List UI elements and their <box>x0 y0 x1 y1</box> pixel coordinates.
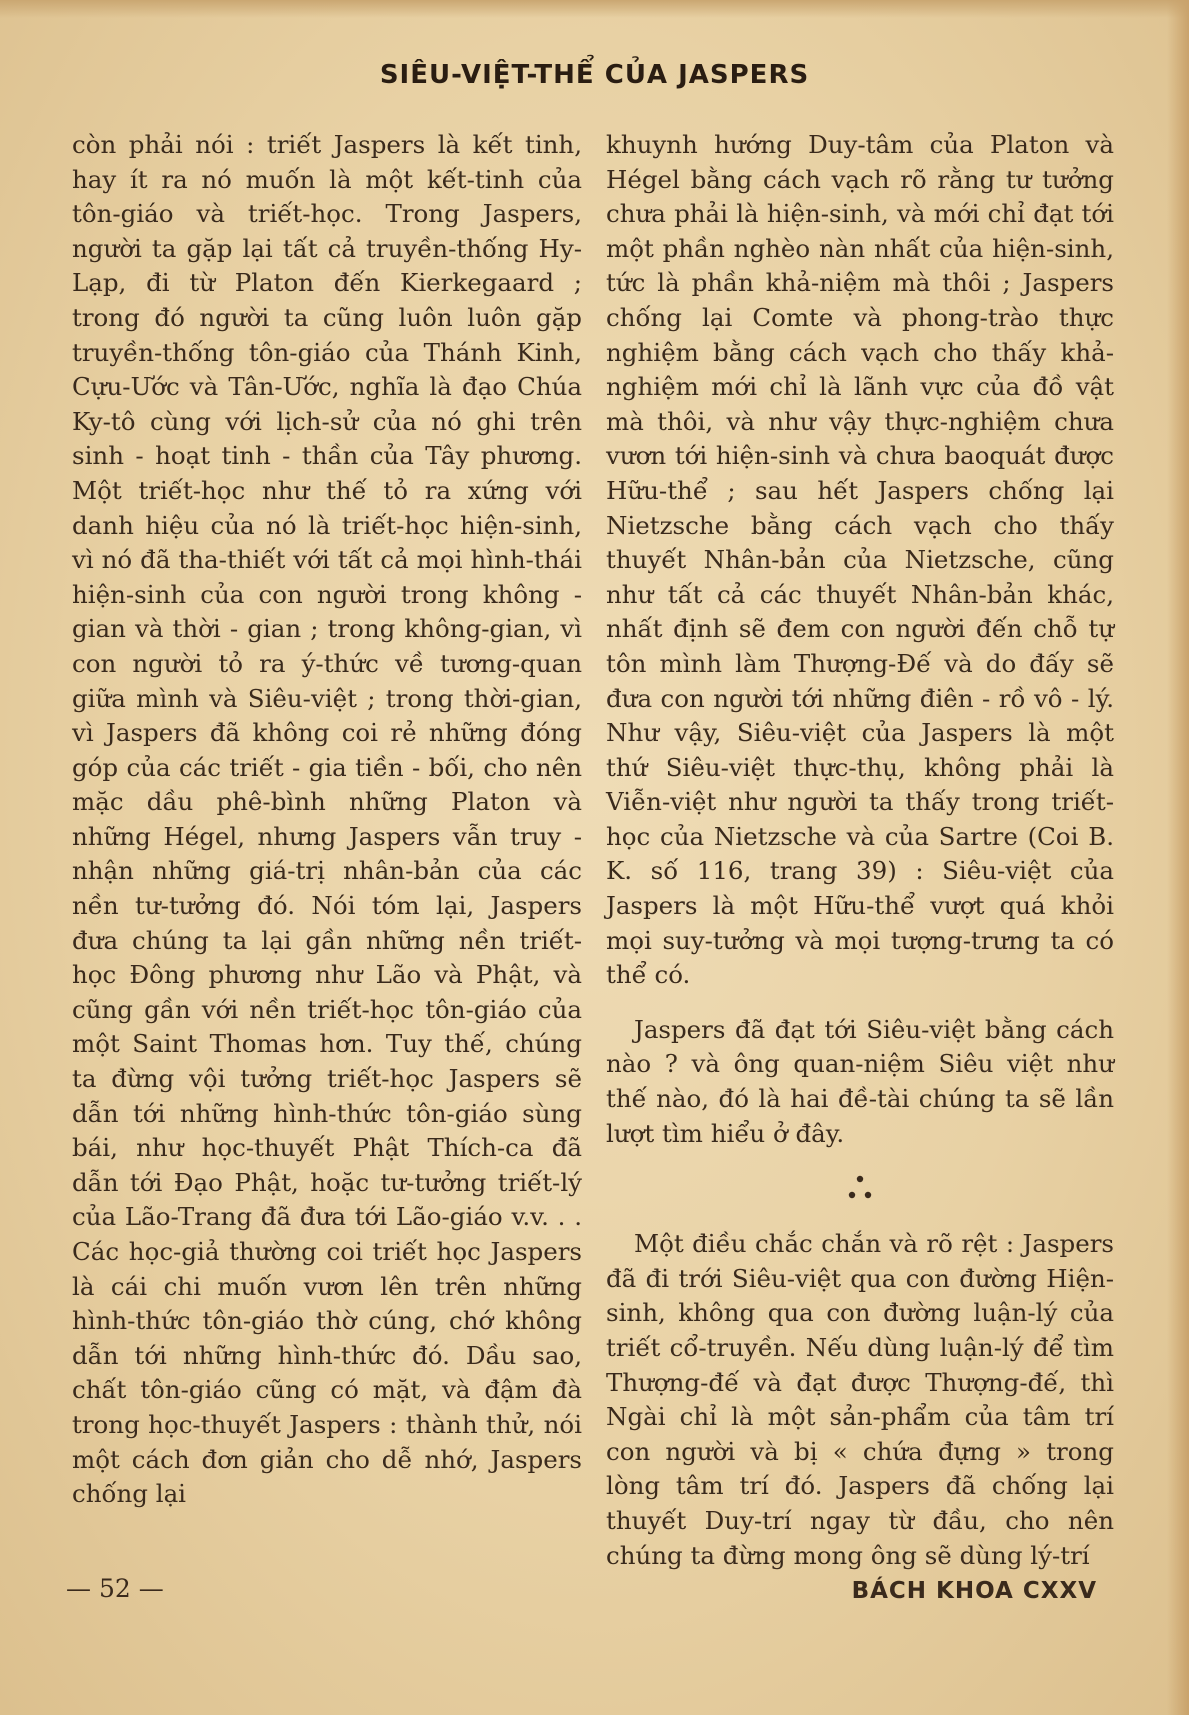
left-column-text: còn phải nói : triết Jaspers là kết tinh, hay ít ra nó muốn là một kết-tinh của tôn-giáo và triết-học. Trong Jaspers, người ta gặp lại tất cả truyền-thống Hy-Lạp, đi từ Platon đến Kierkegaard ; trong đó người ta cũng luôn luôn gặp truyền-thống tôn-giáo của Thánh Kinh, Cựu-Ước và Tân-Ước, nghĩa là đạo Chúa Ky-tô cùng với lịch-sử của nó ghi trên sinh - hoạt tinh - thần của Tây phương. Một triết-học như thế tỏ ra xứng với danh hiệu của nó là triết-học hiện-sinh, vì nó đã tha-thiết với tất cả mọi hình-thái hiện-sinh của con người trong không - gian và thời - gian ; trong không-gian, vì con người tỏ ra ý-thức về tương-quan giữa mình và Siêu-việt ; trong thời-gian, vì Jaspers đã không coi rẻ những đóng góp của các triết - gia tiền - bối, cho nên mặc dầu phê-bình những Platon và những Hégel, nhưng Jaspers vẫn truy - nhận những giá-trị nhân-bản của các nền tư-tưởng đó. Nói tóm lại, Jaspers đưa chúng ta lại gần những nền triết-học Đông phương như Lão và Phật, và cũng gần với nền triết-học tôn-giáo của một Saint Thomas hơn. Tuy thế, chúng ta đừng vội tưởng triết-học Jaspers sẽ dẫn tới những hình-thức tôn-giáo sùng bái, như học-thuyết Phật Thích-ca đã dẫn tới Đạo Phật, hoặc tư-tưởng triết-lý của Lão-Trang đã đưa tới Lão-giáo v.v. . . Các học-giả thường coi triết học Jaspers là cái chi muốn vươn lên trên những hình-thức tôn-giáo thờ cúng, chớ không dẫn tới những hình-thức đó. Dầu sao, chất tôn-giáo cũng có mặt, và đậm đà trong học-thuyết Jaspers : thành thử, nói một cách đơn giản cho dễ nhớ, Jaspers chống lại <box>72 130 582 1509</box>
running-title: SIÊU-VIỆT-THỂ CỦA JASPERS <box>379 60 810 90</box>
left-column <box>72 128 582 1512</box>
right-paragraph-2: Jaspers đã đạt tới Siêu-việt bằng cách nào ? và ông quan-niệm Siêu việt như thế nào, đó là hai đề-tài chúng ta sẽ lần lượt tìm hiểu ở đây. <box>606 1014 1114 1148</box>
journal-name: BÁCH KHOA CXXV <box>851 1578 1097 1604</box>
right-paragraph-1: khuynh hướng Duy-tâm của Platon và Hégel bằng cách vạch rõ rằng tư tưởng chưa phải là hiện-sinh, và mới chỉ đạt tới một phần nghèo nàn nhất của hiện-sinh, tức là phần khả-niệm mà thôi ; Jaspers chống lại Comte và phong-trào thực nghiệm bằng cách vạch cho thấy khả-nghiệm mới chỉ là lãnh vực của đồ vật mà thôi, và như vậy thực-nghiệm chưa vươn tới hiện-sinh và chưa baoquát được Hữu-thể ; sau hết Jaspers chống lại Nietzsche bằng cách vạch cho thấy thuyết Nhân-bản của Nietzsche, cũng như tất cả các thuyết Nhân-bản khác, nhất định sẽ đem con người đến chỗ tự tôn mình làm Thượng-Đế và do đấy sẽ đưa con người tới những điên - rồ vô - lý. Như vậy, Siêu-việt của Jaspers là một thứ Siêu-việt thực-thụ, không phải là Viễn-việt như người ta thấy trong triết-học của Nietzsche và của Sartre (Coi B. K. số 116, trang 39) : Siêu-việt của Jaspers là một Hữu-thể vượt quá khỏi mọi suy-tưởng và mọi tượng-trưng ta có thể có. <box>606 130 1114 990</box>
page-number: — 52 — <box>66 1574 164 1603</box>
right-column <box>606 128 1114 1573</box>
asterism-icon <box>606 1169 1114 1217</box>
right-paragraph-3: Một điều chắc chắn và rõ rệt : Jaspers đã đi trới Siêu-việt qua con đường Hiện-sinh, không qua con đường luận-lý của triết cổ-truyền. Nếu dùng luận-lý để tìm Thượng-đế và đạt được Thượng-đế, thì Ngài chỉ là một sản-phẩm của tâm trí con người và bị « chứa đựng » trong lòng tâm trí đó. Jaspers đã chống lại thuyết Duy-trí ngay từ đầu, cho nên chúng ta đừng mong ông sẽ dùng lý-trí <box>606 1229 1114 1570</box>
